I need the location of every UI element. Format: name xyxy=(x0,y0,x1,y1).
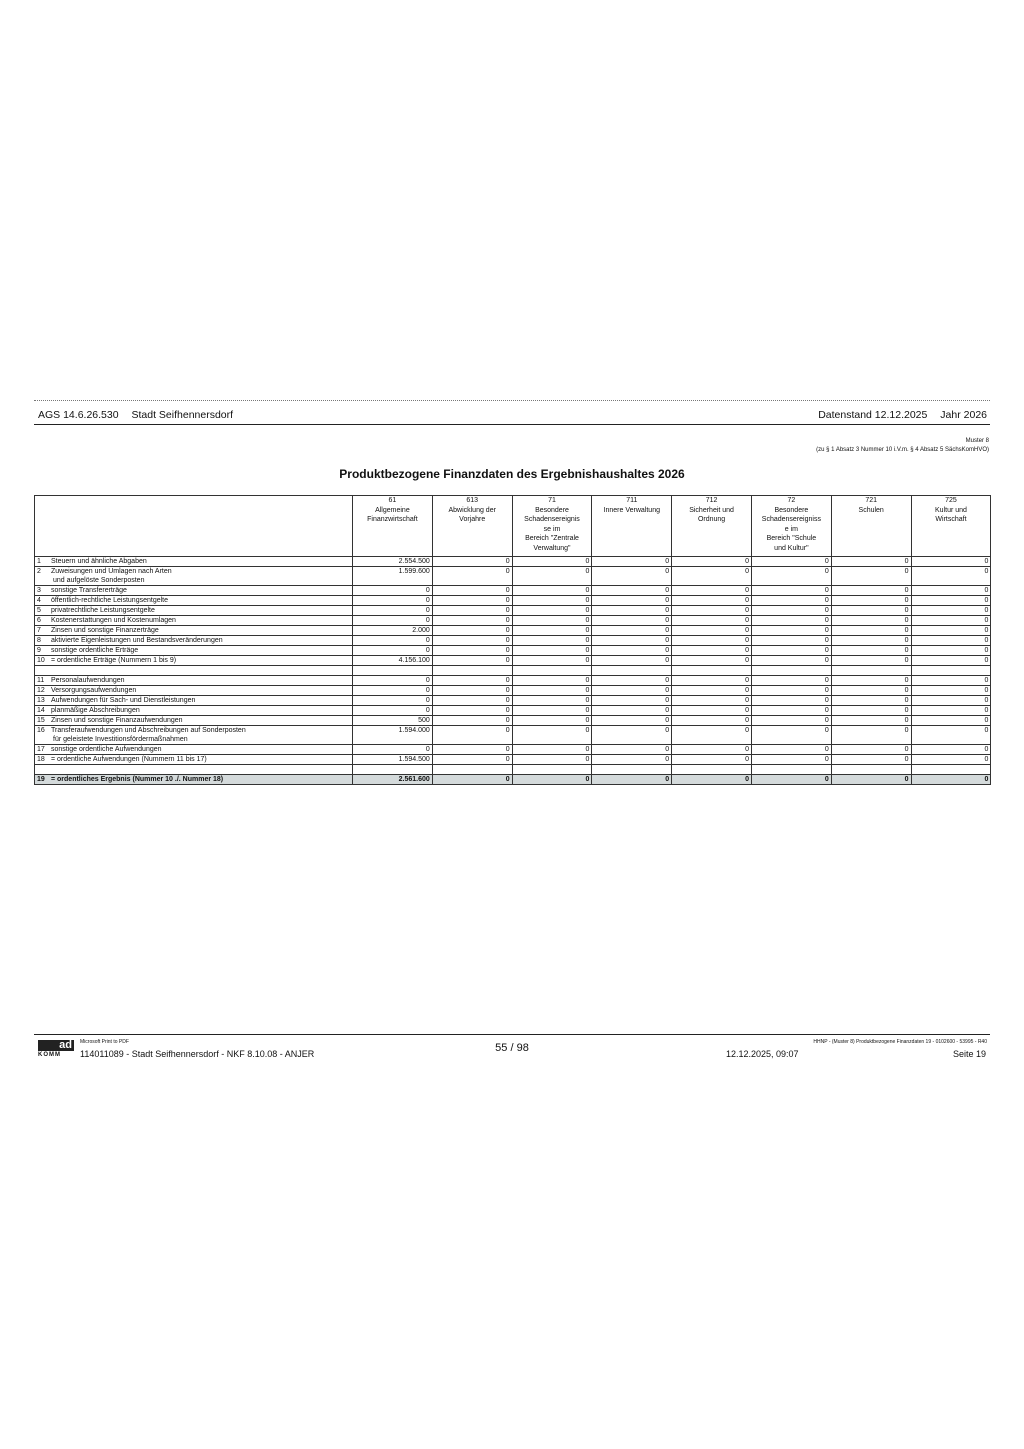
value-cell: 0 xyxy=(432,755,512,765)
table-row xyxy=(35,775,991,785)
table-cell-empty xyxy=(751,765,831,775)
value-cell: 0 xyxy=(672,686,752,696)
row-number: 8 xyxy=(37,637,41,644)
value-cell: 0 xyxy=(353,745,433,755)
value-cell: 0 xyxy=(672,726,752,745)
value-cell: 0 xyxy=(831,557,911,567)
row-label-continuation: und aufgelöste Sonderposten xyxy=(53,577,145,584)
value-cell: 0 xyxy=(353,596,433,606)
table-cell-empty xyxy=(831,765,911,775)
row-label-text: Zinsen und sonstige Finanzerträge xyxy=(51,627,159,634)
datenstand: Datenstand 12.12.2025 xyxy=(818,409,928,421)
column-header: 61 Allgemeine Finanzwirtschaft xyxy=(353,496,433,557)
value-cell: 0 xyxy=(831,726,911,745)
value-cell: 0 xyxy=(592,696,672,706)
row-number: 13 xyxy=(37,697,45,704)
row-label xyxy=(35,755,353,765)
table-row xyxy=(35,636,991,646)
row-number: 15 xyxy=(37,717,45,724)
value-cell: 0 xyxy=(911,557,991,567)
jahr: Jahr 2026 xyxy=(940,409,987,421)
table-row xyxy=(35,646,991,656)
footer-report-id: HHNP - (Muster 8) Produktbezogene Finanzdaten 19 - 0102600 - 53995 - R40 xyxy=(813,1039,987,1045)
table-cell-empty xyxy=(35,666,353,676)
table-cell-empty xyxy=(672,765,752,775)
value-cell: 0 xyxy=(592,775,672,785)
value-cell: 0 xyxy=(353,676,433,686)
table-cell-empty xyxy=(432,666,512,676)
value-cell: 0 xyxy=(592,706,672,716)
value-cell: 0 xyxy=(353,616,433,626)
value-cell: 0 xyxy=(432,596,512,606)
value-cell: 0 xyxy=(432,745,512,755)
table-row xyxy=(35,616,991,626)
value-cell: 0 xyxy=(592,626,672,636)
value-cell: 0 xyxy=(512,636,592,646)
value-cell: 0 xyxy=(353,696,433,706)
row-label xyxy=(35,696,353,706)
value-cell: 0 xyxy=(751,586,831,596)
value-cell: 0 xyxy=(672,716,752,726)
table-row xyxy=(35,656,991,666)
row-label xyxy=(35,557,353,567)
value-cell: 2.561.600 xyxy=(353,775,433,785)
value-cell: 0 xyxy=(512,586,592,596)
value-cell: 0 xyxy=(911,696,991,706)
row-label xyxy=(35,676,353,686)
value-cell: 0 xyxy=(831,606,911,616)
row-label xyxy=(35,567,353,586)
value-cell: 0 xyxy=(751,706,831,716)
value-cell: 0 xyxy=(592,616,672,626)
table-row xyxy=(35,606,991,616)
table-row xyxy=(35,745,991,755)
column-header: 712 Sicherheit und Ordnung xyxy=(672,496,752,557)
value-cell: 0 xyxy=(432,606,512,616)
table-row-blank xyxy=(35,666,991,676)
value-cell: 0 xyxy=(512,606,592,616)
row-label xyxy=(35,586,353,596)
table-row xyxy=(35,567,991,586)
value-cell: 0 xyxy=(592,557,672,567)
muster-line-2: (zu § 1 Absatz 3 Nummer 10 i.V.m. § 4 Absatz 5 SächsKomHVO) xyxy=(816,447,989,453)
row-number: 2 xyxy=(37,568,41,575)
row-label xyxy=(35,706,353,716)
row-label xyxy=(35,606,353,616)
value-cell: 0 xyxy=(672,745,752,755)
value-cell: 0 xyxy=(512,646,592,656)
row-label-text: sonstige Transfererträge xyxy=(51,587,127,594)
value-cell: 0 xyxy=(911,775,991,785)
value-cell: 0 xyxy=(512,696,592,706)
value-cell: 0 xyxy=(751,557,831,567)
city-name: Stadt Seifhennersdorf xyxy=(131,409,234,421)
column-header: 725 Kultur und Wirtschaft xyxy=(911,496,991,557)
value-cell: 0 xyxy=(911,646,991,656)
value-cell: 0 xyxy=(432,696,512,706)
row-number: 12 xyxy=(37,687,45,694)
table-cell-empty xyxy=(353,765,433,775)
table-cell-empty xyxy=(35,765,353,775)
row-number: 11 xyxy=(37,677,45,684)
value-cell: 0 xyxy=(672,616,752,626)
row-label-text: Zinsen und sonstige Finanzaufwendungen xyxy=(51,717,183,724)
table-row xyxy=(35,706,991,716)
top-dotted-separator xyxy=(34,400,990,401)
row-label xyxy=(35,686,353,696)
row-label xyxy=(35,646,353,656)
value-cell: 0 xyxy=(592,745,672,755)
value-cell: 0 xyxy=(592,716,672,726)
row-label-text: aktivierte Eigenleistungen und Bestandsveränderungen xyxy=(51,637,223,644)
table-cell-empty xyxy=(911,666,991,676)
table-cell-empty xyxy=(353,666,433,676)
value-cell: 0 xyxy=(831,586,911,596)
value-cell: 0 xyxy=(751,676,831,686)
row-label xyxy=(35,636,353,646)
value-cell: 0 xyxy=(831,567,911,586)
table-header-row xyxy=(35,496,991,557)
table-cell-empty xyxy=(512,666,592,676)
row-number: 16 xyxy=(37,727,45,734)
value-cell: 0 xyxy=(751,755,831,765)
row-label xyxy=(35,775,353,785)
value-cell: 0 xyxy=(751,606,831,616)
row-number: 5 xyxy=(37,607,41,614)
value-cell: 0 xyxy=(751,626,831,636)
value-cell: 0 xyxy=(831,745,911,755)
row-label-text: Zuweisungen und Umlagen nach Arten xyxy=(51,568,172,575)
page-title: Produktbezogene Finanzdaten des Ergebnishaushaltes 2026 xyxy=(339,467,685,481)
value-cell: 2.554.500 xyxy=(353,557,433,567)
value-cell: 0 xyxy=(432,586,512,596)
value-cell: 4.156.100 xyxy=(353,656,433,666)
value-cell: 0 xyxy=(512,686,592,696)
value-cell: 0 xyxy=(831,656,911,666)
table-cell-empty xyxy=(751,666,831,676)
row-number: 18 xyxy=(37,756,45,763)
value-cell: 0 xyxy=(672,567,752,586)
row-label-text: planmäßige Abschreibungen xyxy=(51,707,140,714)
value-cell: 0 xyxy=(672,676,752,686)
value-cell: 0 xyxy=(831,775,911,785)
table-cell-empty xyxy=(432,765,512,775)
value-cell: 0 xyxy=(432,626,512,636)
value-cell: 0 xyxy=(751,596,831,606)
value-cell: 0 xyxy=(911,636,991,646)
table-row xyxy=(35,596,991,606)
table-row xyxy=(35,755,991,765)
row-number: 6 xyxy=(37,617,41,624)
column-header: 613 Abwicklung der Vorjahre xyxy=(432,496,512,557)
value-cell: 0 xyxy=(353,686,433,696)
footer-page-number: Seite 19 xyxy=(952,1049,986,1059)
row-label xyxy=(35,656,353,666)
value-cell: 1.594.000 xyxy=(353,726,433,745)
value-cell: 0 xyxy=(432,567,512,586)
value-cell: 0 xyxy=(672,706,752,716)
value-cell: 0 xyxy=(592,596,672,606)
row-label-text: = ordentliche Aufwendungen (Nummern 11 bis 17) xyxy=(51,756,207,763)
footer-rule xyxy=(34,1034,990,1035)
row-number: 7 xyxy=(37,627,41,634)
table-cell-empty xyxy=(592,765,672,775)
table-row-blank xyxy=(35,765,991,775)
row-label-text: öffentlich-rechtliche Leistungsentgelte xyxy=(51,597,169,604)
value-cell: 0 xyxy=(432,676,512,686)
value-cell: 0 xyxy=(831,696,911,706)
value-cell: 0 xyxy=(911,716,991,726)
table-cell-empty xyxy=(831,666,911,676)
row-label-text: sonstige ordentliche Aufwendungen xyxy=(51,746,162,753)
value-cell: 0 xyxy=(353,586,433,596)
value-cell: 0 xyxy=(911,706,991,716)
value-cell: 0 xyxy=(432,706,512,716)
row-label-text: Transferaufwendungen und Abschreibungen auf Sonderposten xyxy=(51,727,246,734)
value-cell: 0 xyxy=(432,646,512,656)
value-cell: 0 xyxy=(911,686,991,696)
value-cell: 500 xyxy=(353,716,433,726)
value-cell: 0 xyxy=(672,775,752,785)
value-cell: 0 xyxy=(911,606,991,616)
value-cell: 0 xyxy=(751,616,831,626)
value-cell: 0 xyxy=(831,706,911,716)
value-cell: 0 xyxy=(512,596,592,606)
value-cell: 0 xyxy=(831,716,911,726)
value-cell: 0 xyxy=(911,626,991,636)
value-cell: 0 xyxy=(831,596,911,606)
value-cell: 0 xyxy=(592,586,672,596)
value-cell: 0 xyxy=(512,656,592,666)
row-label-text: sonstige ordentliche Erträge xyxy=(51,647,139,654)
value-cell: 0 xyxy=(512,716,592,726)
row-label-continuation: für geleistete Investitionsfördermaßnahmen xyxy=(53,736,188,743)
header-rule xyxy=(34,424,990,425)
printer-name: Microsoft Print to PDF xyxy=(80,1039,129,1045)
logo-komm: KOMM xyxy=(38,1052,61,1058)
value-cell: 0 xyxy=(592,686,672,696)
row-label xyxy=(35,596,353,606)
logo-ad: ad xyxy=(38,1040,74,1051)
value-cell: 0 xyxy=(672,626,752,636)
value-cell: 0 xyxy=(432,557,512,567)
row-number: 14 xyxy=(37,707,45,714)
value-cell: 0 xyxy=(512,745,592,755)
header-label-column xyxy=(35,496,353,557)
value-cell: 0 xyxy=(751,686,831,696)
value-cell: 0 xyxy=(831,755,911,765)
column-header: 711 Innere Verwaltung xyxy=(592,496,672,557)
table-cell-empty xyxy=(512,765,592,775)
value-cell: 0 xyxy=(672,606,752,616)
row-label-text: Aufwendungen für Sach- und Dienstleistungen xyxy=(51,697,196,704)
value-cell: 0 xyxy=(672,646,752,656)
value-cell: 0 xyxy=(751,775,831,785)
table-cell-empty xyxy=(672,666,752,676)
value-cell: 0 xyxy=(911,586,991,596)
value-cell: 0 xyxy=(751,656,831,666)
value-cell: 0 xyxy=(512,557,592,567)
page-counter: 55 / 98 xyxy=(495,1042,529,1054)
value-cell: 0 xyxy=(512,706,592,716)
footer-date: 12.12.2025, 09:07 xyxy=(726,1049,799,1059)
value-cell: 0 xyxy=(592,606,672,616)
footer-document-id: 114011089 - Stadt Seifhennersdorf - NKF 8.10.08 - ANJER xyxy=(80,1049,315,1059)
value-cell: 0 xyxy=(831,646,911,656)
table-row xyxy=(35,696,991,706)
value-cell: 0 xyxy=(751,636,831,646)
value-cell: 0 xyxy=(831,676,911,686)
row-number: 4 xyxy=(37,597,41,604)
row-number: 19 xyxy=(37,776,45,783)
row-label-text: Versorgungsaufwendungen xyxy=(51,687,137,694)
table-body xyxy=(35,557,991,785)
value-cell: 0 xyxy=(432,726,512,745)
value-cell: 0 xyxy=(672,696,752,706)
value-cell: 1.594.500 xyxy=(353,755,433,765)
row-label-text: = ordentliche Erträge (Nummern 1 bis 9) xyxy=(51,657,177,664)
value-cell: 0 xyxy=(751,716,831,726)
value-cell: 0 xyxy=(432,686,512,696)
value-cell: 0 xyxy=(831,626,911,636)
row-label xyxy=(35,626,353,636)
value-cell: 0 xyxy=(911,726,991,745)
value-cell: 0 xyxy=(672,656,752,666)
value-cell: 0 xyxy=(353,606,433,616)
value-cell: 0 xyxy=(592,755,672,765)
value-cell: 0 xyxy=(592,646,672,656)
value-cell: 0 xyxy=(512,616,592,626)
column-header: 721 Schulen xyxy=(831,496,911,557)
row-number: 3 xyxy=(37,587,41,594)
table-row xyxy=(35,626,991,636)
column-header: 72 Besondere Schadensereigniss e im Bereich "Schule und Kultur" xyxy=(751,496,831,557)
row-label xyxy=(35,616,353,626)
value-cell: 0 xyxy=(911,616,991,626)
table-row xyxy=(35,557,991,567)
value-cell: 0 xyxy=(432,636,512,646)
value-cell: 0 xyxy=(512,726,592,745)
value-cell: 0 xyxy=(911,567,991,586)
header-left xyxy=(38,409,243,421)
value-cell: 0 xyxy=(592,676,672,686)
row-number: 1 xyxy=(37,558,41,565)
finance-table xyxy=(34,495,991,785)
row-number: 17 xyxy=(37,746,45,753)
value-cell: 0 xyxy=(751,646,831,656)
table-cell-empty xyxy=(911,765,991,775)
value-cell: 0 xyxy=(592,636,672,646)
value-cell: 0 xyxy=(751,696,831,706)
table-row xyxy=(35,716,991,726)
value-cell: 0 xyxy=(831,636,911,646)
value-cell: 0 xyxy=(672,636,752,646)
value-cell: 0 xyxy=(751,745,831,755)
value-cell: 0 xyxy=(592,656,672,666)
value-cell: 0 xyxy=(353,636,433,646)
value-cell: 0 xyxy=(432,616,512,626)
value-cell: 0 xyxy=(592,726,672,745)
value-cell: 0 xyxy=(432,656,512,666)
value-cell: 0 xyxy=(672,557,752,567)
value-cell: 0 xyxy=(432,775,512,785)
value-cell: 0 xyxy=(911,596,991,606)
table-row xyxy=(35,726,991,745)
table-row xyxy=(35,586,991,596)
row-label xyxy=(35,726,353,745)
value-cell: 0 xyxy=(512,755,592,765)
value-cell: 0 xyxy=(911,676,991,686)
value-cell: 2.000 xyxy=(353,626,433,636)
table-row xyxy=(35,686,991,696)
value-cell: 0 xyxy=(751,567,831,586)
value-cell: 0 xyxy=(512,676,592,686)
value-cell: 0 xyxy=(831,616,911,626)
row-label xyxy=(35,716,353,726)
value-cell: 0 xyxy=(751,726,831,745)
value-cell: 0 xyxy=(512,775,592,785)
value-cell: 0 xyxy=(353,646,433,656)
value-cell: 0 xyxy=(512,567,592,586)
value-cell: 0 xyxy=(432,716,512,726)
value-cell: 0 xyxy=(353,706,433,716)
value-cell: 0 xyxy=(672,586,752,596)
row-label-text: = ordentliches Ergebnis (Nummer 10 ./. Nummer 18) xyxy=(51,776,224,783)
value-cell: 0 xyxy=(512,626,592,636)
value-cell: 0 xyxy=(911,656,991,666)
header-right xyxy=(808,409,987,421)
row-label xyxy=(35,745,353,755)
muster-line-1: Muster 8 xyxy=(965,438,989,444)
row-label-text: privatrechtliche Leistungsentgelte xyxy=(51,607,155,614)
column-header: 71 Besondere Schadensereignis se im Bereich "Zentrale Verwaltung" xyxy=(512,496,592,557)
row-label-text: Personalaufwendungen xyxy=(51,677,125,684)
row-number: 10 xyxy=(37,657,45,664)
value-cell: 0 xyxy=(592,567,672,586)
value-cell: 1.599.600 xyxy=(353,567,433,586)
row-label-text: Kostenerstattungen und Kostenumlagen xyxy=(51,617,176,624)
muster-reference xyxy=(816,437,989,455)
row-number: 9 xyxy=(37,647,41,654)
value-cell: 0 xyxy=(911,745,991,755)
value-cell: 0 xyxy=(672,596,752,606)
value-cell: 0 xyxy=(831,686,911,696)
value-cell: 0 xyxy=(672,755,752,765)
row-label-text: Steuern und ähnliche Abgaben xyxy=(51,558,147,565)
value-cell: 0 xyxy=(911,755,991,765)
ags-code: AGS 14.6.26.530 xyxy=(38,409,119,421)
table-cell-empty xyxy=(592,666,672,676)
table-row xyxy=(35,676,991,686)
